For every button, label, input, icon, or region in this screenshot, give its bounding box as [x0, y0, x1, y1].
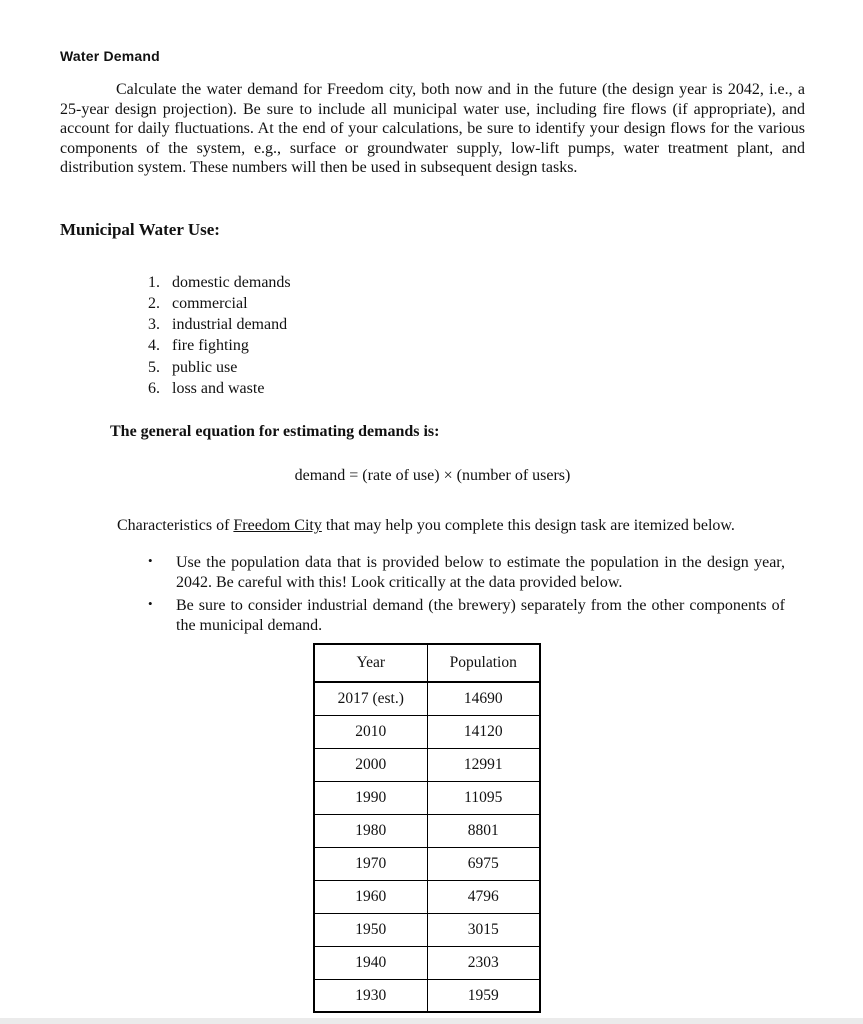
- year-cell: 2010: [314, 715, 427, 748]
- population-cell: 14690: [427, 682, 540, 715]
- bullet-item: • Use the population data that is provided below to estimate the population in the design year, 2042. Be careful with this! Look critically at the data provided below.: [148, 553, 785, 593]
- year-cell: 1940: [314, 946, 427, 979]
- table-header-row: [314, 644, 540, 682]
- list-item: 2. commercial: [164, 293, 805, 314]
- population-cell: 6975: [427, 847, 540, 880]
- intro-paragraph: Calculate the water demand for Freedom city, both now and in the future (the design year is 2042, i.e., a 25-year design projection). Be sure to include all municipal water use, including fire flows (if appropriate), and account for daily fluctuations. At the end of your calculations, be sure to identify your design flows for the various components of the system, e.g., surface or groundwater supply, low-lift pumps, water treatment plant, and distribution system. These numbers will then be used in subsequent design tasks.: [60, 81, 805, 177]
- population-cell: 4796: [427, 880, 540, 913]
- list-item: 6. loss and waste: [164, 378, 805, 399]
- table-row: [314, 715, 540, 748]
- page-title: Water Demand: [60, 48, 160, 64]
- characteristics-after: that may help you complete this design task are itemized below.: [321, 517, 735, 535]
- page-bottom-edge: [0, 1018, 863, 1024]
- list-item: 1. domestic demands: [164, 272, 805, 293]
- section-heading-municipal: Municipal Water Use:: [60, 219, 220, 239]
- municipal-use-list: [164, 272, 805, 400]
- year-cell: 1930: [314, 979, 427, 1012]
- population-cell: 12991: [427, 748, 540, 781]
- population-table: [313, 643, 541, 1013]
- table-row: [314, 781, 540, 814]
- table-row: [314, 814, 540, 847]
- characteristics-text: [117, 517, 805, 535]
- table-row: [314, 682, 540, 715]
- year-cell: 1970: [314, 847, 427, 880]
- year-cell: 1960: [314, 880, 427, 913]
- table-row: [314, 946, 540, 979]
- table-row: [314, 880, 540, 913]
- population-cell: 1959: [427, 979, 540, 1012]
- population-cell: 2303: [427, 946, 540, 979]
- table-header-year: Year: [314, 644, 427, 682]
- list-item: 4. fire fighting: [164, 335, 805, 356]
- list-item: 5. public use: [164, 357, 805, 378]
- year-cell: 1990: [314, 781, 427, 814]
- characteristics-before: Characteristics of: [117, 517, 234, 535]
- year-cell: 2017 (est.): [314, 682, 427, 715]
- freedom-city-underline: Freedom City: [233, 517, 322, 535]
- bullet-item: • Be sure to consider industrial demand (the brewery) separately from the other components of the municipal demand.: [148, 596, 785, 636]
- population-cell: 8801: [427, 814, 540, 847]
- bullet-list: [148, 553, 785, 635]
- table-row: [314, 913, 540, 946]
- equation-heading: The general equation for estimating demands is:: [110, 423, 440, 441]
- table-row: [314, 979, 540, 1012]
- table-header-population: Population: [427, 644, 540, 682]
- population-cell: 3015: [427, 913, 540, 946]
- year-cell: 1950: [314, 913, 427, 946]
- table-row: [314, 748, 540, 781]
- year-cell: 2000: [314, 748, 427, 781]
- year-cell: 1980: [314, 814, 427, 847]
- population-cell: 14120: [427, 715, 540, 748]
- table-row: [314, 847, 540, 880]
- list-item: 3. industrial demand: [164, 314, 805, 335]
- population-cell: 11095: [427, 781, 540, 814]
- equation-text: demand = (rate of use) × (number of users): [294, 467, 571, 485]
